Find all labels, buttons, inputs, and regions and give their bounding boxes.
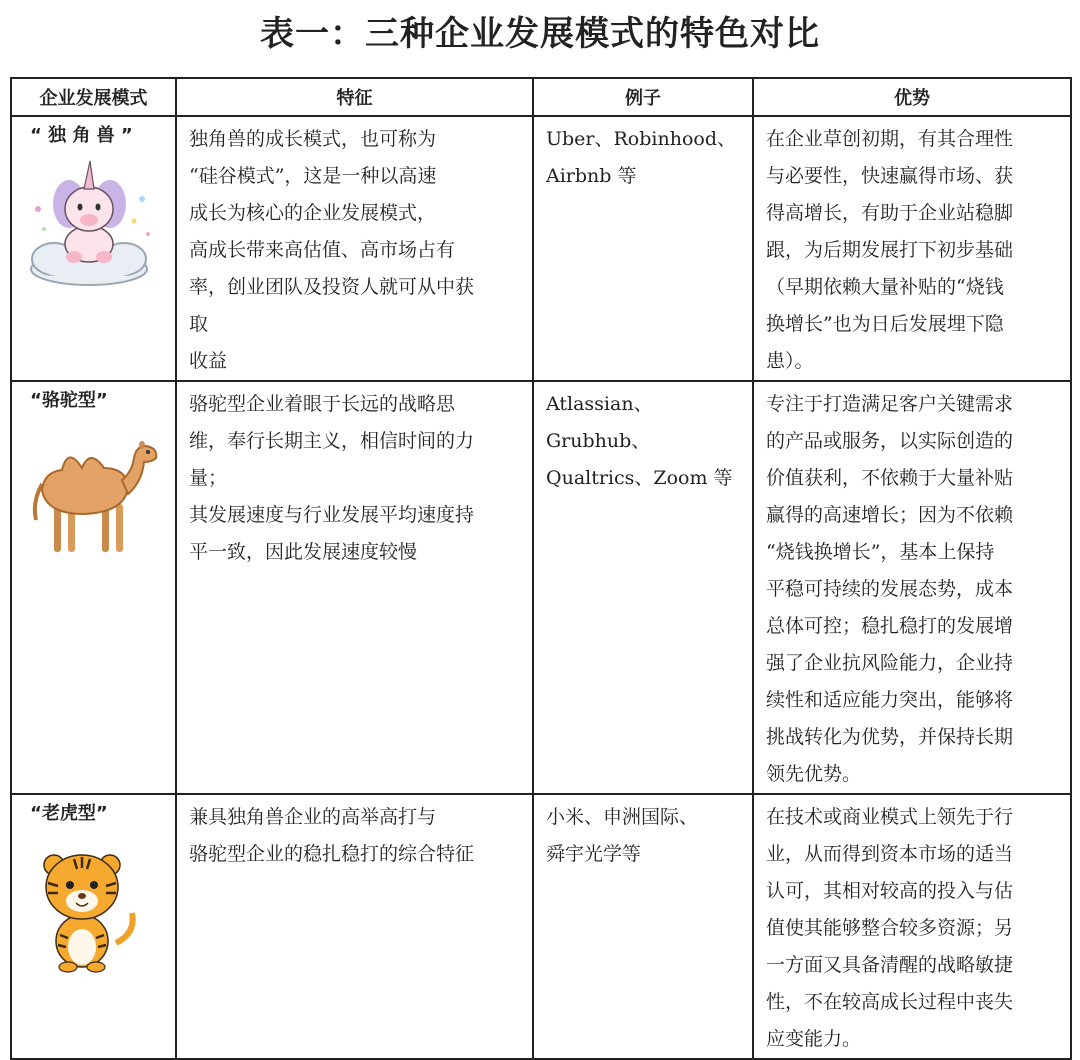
example-line: Atlassian、 — [546, 393, 653, 415]
feature-line: 率，创业团队及投资人就可从中获 — [189, 276, 475, 298]
example-line: 舜宇光学等 — [546, 843, 642, 865]
feature-line: 维，奉行长期主义，相信时间的力 — [189, 430, 475, 452]
advantage-line: 与必要性，快速赢得市场、获 — [766, 165, 1014, 187]
unicorn-icon — [24, 149, 154, 289]
advantage-line: 总体可控；稳扎稳打的发展增 — [766, 615, 1014, 637]
example-line: Grubhub、 — [546, 430, 651, 452]
advantage-line: 性，不在较高成长过程中丧失 — [766, 991, 1014, 1013]
mode-cell — [11, 794, 176, 1059]
feature-line: 高成长带来高估值、高市场占有 — [189, 239, 456, 261]
comparison-table — [10, 77, 1072, 1060]
features-cell — [176, 794, 533, 1059]
advantage-line: 业，从而得到资本市场的适当 — [766, 843, 1014, 865]
advantage-line: 应变能力。 — [766, 1028, 862, 1050]
advantage-line: 领先优势。 — [766, 763, 862, 785]
table-row — [11, 116, 1071, 381]
advantage-line: 价值获利，不依赖于大量补贴 — [766, 467, 1014, 489]
advantage-line: 挑战转化为优势，并保持长期 — [766, 726, 1014, 748]
table-row — [11, 381, 1071, 794]
advantage-line: 一方面又具备清醒的战略敏捷 — [766, 954, 1014, 976]
header-examples: 例子 — [533, 78, 753, 116]
advantage-line: 的产品或服务，以实际创造的 — [766, 430, 1014, 452]
feature-line: 平一致，因此发展速度较慢 — [189, 541, 418, 563]
tiger-icon — [24, 843, 144, 973]
mode-cell — [11, 381, 176, 794]
mode-name: “ 独 角 兽 ” — [30, 125, 133, 146]
mode-name: “骆驼型” — [30, 390, 108, 411]
advantage-line: 赢得的高速增长；因为不依赖 — [766, 504, 1014, 526]
advantage-line: 得高增长，有助于企业站稳脚 — [766, 202, 1014, 224]
advantage-line: 专注于打造满足客户关键需求 — [766, 393, 1014, 415]
advantage-line: （早期依赖大量补贴的“烧钱 — [766, 276, 1004, 298]
header-features: 特征 — [176, 78, 533, 116]
advantage-line: 跟，为后期发展打下初步基础 — [766, 239, 1014, 261]
examples-cell — [533, 116, 753, 381]
features-cell — [176, 116, 533, 381]
mode-name: “老虎型” — [30, 803, 108, 824]
examples-cell — [533, 794, 753, 1059]
advantages-cell — [753, 794, 1071, 1059]
advantage-line: 患）。 — [766, 350, 814, 372]
example-line: Uber、Robinhood、 — [546, 128, 737, 150]
example-line: Airbnb 等 — [546, 165, 637, 187]
page-title: 表一：三种企业发展模式的特色对比 — [260, 14, 820, 54]
feature-line: “硅谷模式”，这是一种以高速 — [189, 165, 437, 187]
feature-line: 取 — [189, 313, 209, 335]
feature-line: 成长为核心的企业发展模式， — [189, 202, 437, 224]
header-row — [11, 78, 1071, 116]
example-line: 小米、申洲国际、 — [546, 806, 699, 828]
advantage-line: “烧钱换增长”，基本上保持 — [766, 541, 995, 563]
feature-line: 独角兽的成长模式，也可称为 — [189, 128, 437, 150]
advantage-line: 续性和适应能力突出，能够将 — [766, 689, 1014, 711]
feature-line: 骆驼型企业着眼于长远的战略思 — [189, 393, 456, 415]
examples-cell — [533, 381, 753, 794]
feature-line: 兼具独角兽企业的高举高打与 — [189, 806, 437, 828]
feature-line: 骆驼型企业的稳扎稳打的综合特征 — [189, 843, 475, 865]
example-line: Qualtrics、Zoom 等 — [546, 467, 733, 489]
advantages-cell — [753, 116, 1071, 381]
feature-line: 收益 — [189, 350, 228, 372]
advantage-line: 强了企业抗风险能力，企业持 — [766, 652, 1014, 674]
advantage-line: 值使其能够整合较多资源；另 — [766, 917, 1014, 939]
advantage-line: 认可，其相对较高的投入与估 — [766, 880, 1014, 902]
advantages-cell — [753, 381, 1071, 794]
feature-line: 量； — [189, 467, 228, 489]
advantage-line: 在企业草创初期，有其合理性 — [766, 128, 1014, 150]
advantage-line: 平稳可持续的发展态势，成本 — [766, 578, 1014, 600]
header-mode: 企业发展模式 — [11, 78, 176, 116]
table-row — [11, 794, 1071, 1059]
advantage-line: 换增长”也为日后发展埋下隐 — [766, 313, 1004, 335]
feature-line: 其发展速度与行业发展平均速度持 — [189, 504, 475, 526]
features-cell — [176, 381, 533, 794]
camel-icon — [24, 432, 164, 562]
advantage-line: 在技术或商业模式上领先于行 — [766, 806, 1014, 828]
mode-cell — [11, 116, 176, 381]
header-advantages: 优势 — [753, 78, 1071, 116]
